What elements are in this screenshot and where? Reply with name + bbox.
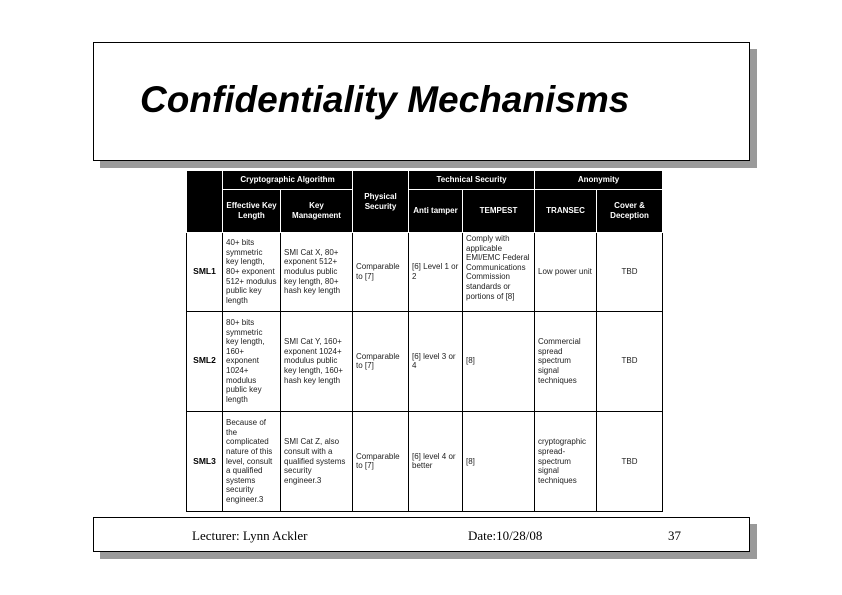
cell-physical: Comparable to [7] [353,233,409,312]
cell-tempest: [8] [463,411,535,511]
cell-key-mgmt: SMI Cat Z, also consult with a qualified systems security engineer.3 [281,411,353,511]
footer-box [93,517,750,552]
security-levels-table [186,170,662,512]
cell-physical: Comparable to [7] [353,411,409,511]
cell-anti-tamper: [6] level 4 or better [409,411,463,511]
cell-key-mgmt: SMI Cat Y, 160+ exponent 1024+ modulus public key length, 160+ hash key length [281,311,353,411]
group-header-crypto: Cryptographic Algorithm [223,171,353,190]
footer-date: Date:10/28/08 [468,528,543,543]
cell-anti-tamper: [6] level 3 or 4 [409,311,463,411]
cell-key-length: Because of the complicated nature of this level, consult a qualified systems security engineer.3 [223,411,281,511]
cell-cover: TBD [597,411,663,511]
col-header-physical: Physical Security [353,171,409,233]
footer-page-number: 37 [668,528,681,543]
cell-tempest: [8] [463,311,535,411]
group-header-technical: Technical Security [409,171,535,190]
title-box [93,42,750,161]
col-header-anti-tamper: Anti tamper [409,190,463,233]
col-header-key-mgmt: Key Management [281,190,353,233]
cell-cover: TBD [597,233,663,312]
table-row [187,311,663,411]
cell-cover: TBD [597,311,663,411]
col-header-key-length: Effective Key Length [223,190,281,233]
cell-physical: Comparable to [7] [353,311,409,411]
cell-transec: Low power unit [535,233,597,312]
slide-title: Confidentiality Mechanisms [140,79,630,120]
row-level: SML2 [187,311,223,411]
cell-transec: Commercial spread spectrum signal techniques [535,311,597,411]
col-header-cover: Cover & Deception [597,190,663,233]
cell-anti-tamper: [6] Level 1 or 2 [409,233,463,312]
cell-key-mgmt: SMI Cat X, 80+ exponent 512+ modulus public key length, 80+ hash key length [281,233,353,312]
group-header-anonymity: Anonymity [535,171,663,190]
cell-transec: cryptographic spread-spectrum signal techniques [535,411,597,511]
row-level: SML1 [187,233,223,312]
row-level: SML3 [187,411,223,511]
footer-lecturer: Lecturer: Lynn Ackler [192,528,308,543]
table-row [187,411,663,511]
cell-tempest: Comply with applicable EMI/EMC Federal Communications Commission standards or portions of [8] [463,233,535,312]
table-row [187,233,663,312]
col-header-transec: TRANSEC [535,190,597,233]
cell-key-length: 40+ bits symmetric key length, 80+ exponent 512+ modulus public key length [223,233,281,312]
cell-key-length: 80+ bits symmetric key length, 160+ exponent 1024+ modulus public key length [223,311,281,411]
header-blank-cell [187,171,223,233]
col-header-tempest: TEMPEST [463,190,535,233]
